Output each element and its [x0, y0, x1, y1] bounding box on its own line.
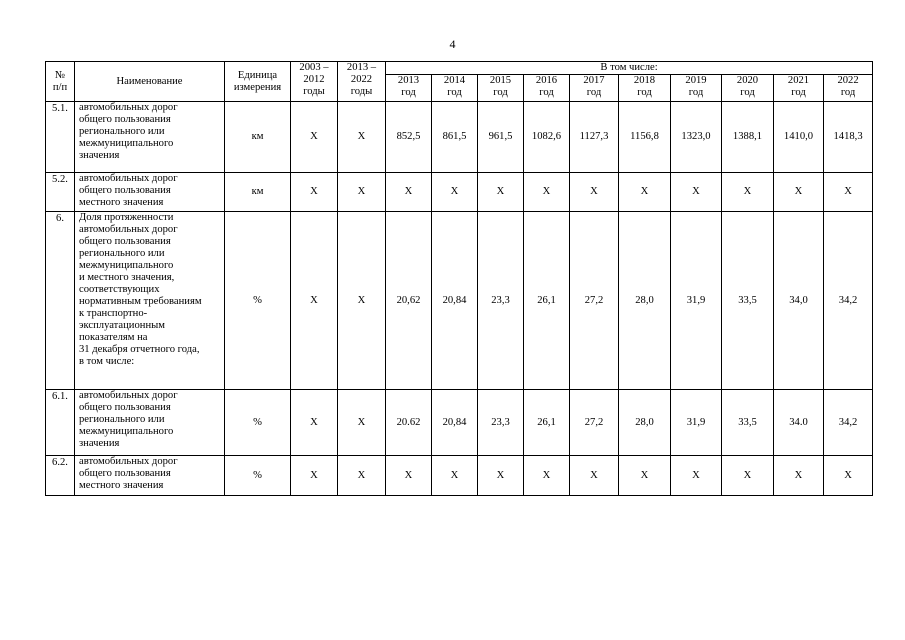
row-value: 33,5 [722, 212, 774, 390]
row-value: 27,2 [570, 212, 619, 390]
row-value: Х [524, 173, 570, 212]
header-num: № п/п [46, 62, 75, 102]
row-name: Доля протяженности автомобильных дорог общего пользования регионального или межмуниципального и местного значения, соответствующих нормативным требованиям к транспортно- эксплуатационным показателям на 31 декабря отчетного года, в том числе: [75, 212, 225, 390]
row-value: 20.62 [386, 390, 432, 456]
row-value: 26,1 [524, 390, 570, 456]
header-year-6: 2019 год [671, 75, 722, 102]
row-name: автомобильных дорог общего пользования местного значения [75, 173, 225, 212]
page-number: 4 [449, 37, 456, 51]
row-number: 5.2. [46, 173, 75, 212]
row-period-2003-2012: Х [291, 212, 338, 390]
row-value: 20,84 [432, 390, 478, 456]
header-year-4: 2017 год [570, 75, 619, 102]
data-table [45, 61, 873, 496]
row-value: 23,3 [478, 390, 524, 456]
row-value: Х [671, 173, 722, 212]
header-year-0: 2013 год [386, 75, 432, 102]
table-row [46, 390, 873, 456]
row-period-2003-2012: Х [291, 390, 338, 456]
row-unit: % [225, 390, 291, 456]
row-value: 852,5 [386, 102, 432, 173]
row-value: Х [671, 456, 722, 496]
header-year-1: 2014 год [432, 75, 478, 102]
row-value: Х [824, 456, 873, 496]
row-value: 1156,8 [619, 102, 671, 173]
row-value: Х [774, 173, 824, 212]
row-value: 33,5 [722, 390, 774, 456]
row-value: 31,9 [671, 212, 722, 390]
row-name: автомобильных дорог общего пользования местного значения [75, 456, 225, 496]
row-value: Х [478, 173, 524, 212]
row-value: Х [432, 456, 478, 496]
row-value: 34,2 [824, 212, 873, 390]
table-row [46, 456, 873, 496]
row-number: 6.2. [46, 456, 75, 496]
row-value: Х [570, 456, 619, 496]
header-year-9: 2022 год [824, 75, 873, 102]
header-including: В том числе: [386, 62, 873, 75]
row-value: 23,3 [478, 212, 524, 390]
row-unit: км [225, 173, 291, 212]
row-value: 26,1 [524, 212, 570, 390]
header-name: Наименование [75, 62, 225, 102]
row-value: Х [570, 173, 619, 212]
row-value: 31,9 [671, 390, 722, 456]
header-year-5: 2018 год [619, 75, 671, 102]
row-value: Х [722, 456, 774, 496]
row-value: Х [524, 456, 570, 496]
row-value: 20,62 [386, 212, 432, 390]
header-row-1 [46, 62, 873, 75]
row-value: Х [774, 456, 824, 496]
row-period-2003-2012: Х [291, 173, 338, 212]
row-value: Х [478, 456, 524, 496]
table-row [46, 173, 873, 212]
row-period-2013-2022: Х [338, 173, 386, 212]
table-row [46, 212, 873, 390]
row-number: 6.1. [46, 390, 75, 456]
header-year-8: 2021 год [774, 75, 824, 102]
row-value: 28,0 [619, 390, 671, 456]
header-period-2013-2022: 2013 – 2022 годы [338, 62, 386, 102]
row-value: Х [386, 456, 432, 496]
row-number: 5.1. [46, 102, 75, 173]
row-period-2013-2022: Х [338, 456, 386, 496]
row-value: Х [722, 173, 774, 212]
row-value: 1127,3 [570, 102, 619, 173]
row-name: автомобильных дорог общего пользования регионального или межмуниципального значения [75, 102, 225, 173]
row-name: автомобильных дорог общего пользования регионального или межмуниципального значения [75, 390, 225, 456]
row-period-2013-2022: Х [338, 212, 386, 390]
row-value: Х [619, 173, 671, 212]
row-value: 861,5 [432, 102, 478, 173]
header-year-7: 2020 год [722, 75, 774, 102]
row-value: 28,0 [619, 212, 671, 390]
row-value: 20,84 [432, 212, 478, 390]
row-number: 6. [46, 212, 75, 390]
row-value: 1082,6 [524, 102, 570, 173]
row-value: 34,2 [824, 390, 873, 456]
row-value: 961,5 [478, 102, 524, 173]
row-value: 1418,3 [824, 102, 873, 173]
row-value: Х [619, 456, 671, 496]
row-unit: % [225, 212, 291, 390]
row-value: Х [432, 173, 478, 212]
row-unit: % [225, 456, 291, 496]
row-value: 34.0 [774, 390, 824, 456]
row-value: 1410,0 [774, 102, 824, 173]
row-value: Х [386, 173, 432, 212]
table-row [46, 102, 873, 173]
table-body [46, 102, 873, 496]
header-unit: Единица измерения [225, 62, 291, 102]
row-period-2013-2022: Х [338, 390, 386, 456]
row-period-2013-2022: Х [338, 102, 386, 173]
row-unit: км [225, 102, 291, 173]
row-period-2003-2012: Х [291, 102, 338, 173]
header-period-2003-2012: 2003 – 2012 годы [291, 62, 338, 102]
row-value: 1323,0 [671, 102, 722, 173]
row-value: 1388,1 [722, 102, 774, 173]
header-year-2: 2015 год [478, 75, 524, 102]
header-year-3: 2016 год [524, 75, 570, 102]
row-period-2003-2012: Х [291, 456, 338, 496]
row-value: 34,0 [774, 212, 824, 390]
row-value: Х [824, 173, 873, 212]
row-value: 27,2 [570, 390, 619, 456]
